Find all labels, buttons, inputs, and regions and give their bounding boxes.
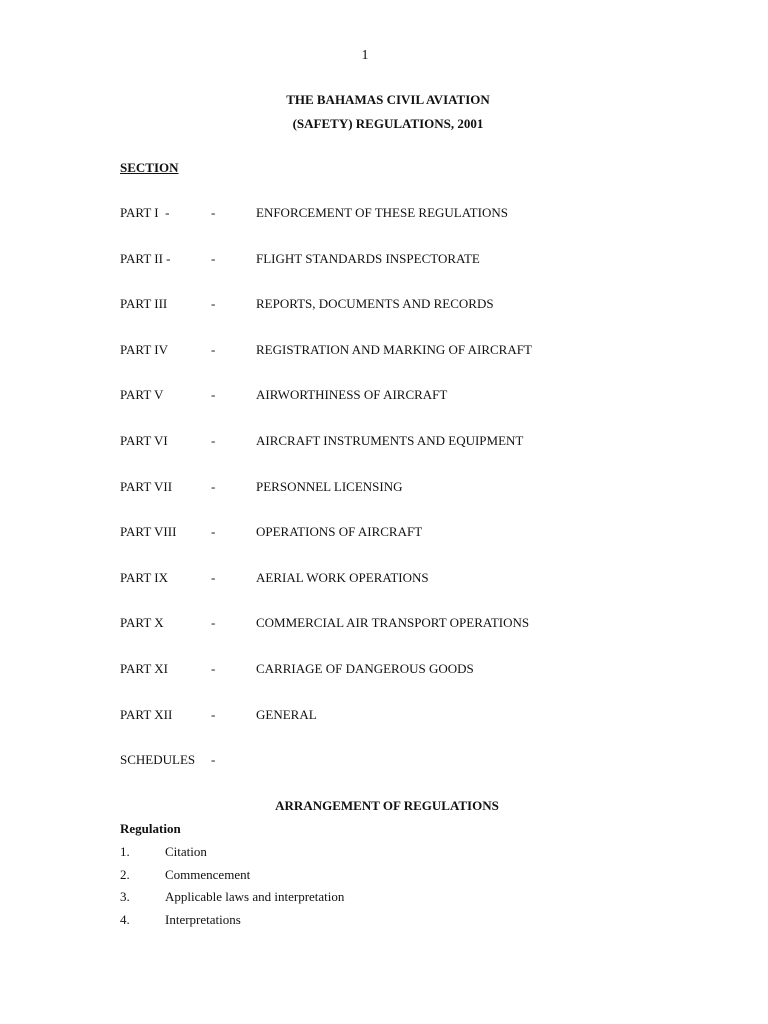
part-label: PART VII bbox=[120, 478, 173, 494]
regulation-number: 3. bbox=[120, 889, 130, 905]
part-row bbox=[120, 707, 720, 753]
part-row bbox=[120, 615, 720, 661]
part-label: PART X bbox=[120, 615, 164, 631]
regulation-title: Applicable laws and interpretation bbox=[165, 889, 345, 905]
part-row bbox=[120, 296, 720, 342]
document-title-line-2: (SAFETY) REGULATIONS, 2001 bbox=[292, 116, 484, 131]
regulation-heading: Regulation bbox=[120, 821, 181, 836]
section-heading: SECTION bbox=[120, 160, 179, 175]
part-title: COMMERCIAL AIR TRANSPORT OPERATIONS bbox=[256, 615, 530, 631]
parts-list bbox=[120, 205, 720, 798]
part-title: GENERAL bbox=[256, 706, 317, 722]
part-row bbox=[120, 752, 720, 798]
part-row bbox=[120, 205, 720, 251]
part-dash: - bbox=[211, 387, 216, 403]
part-label: PART IX bbox=[120, 569, 168, 585]
part-label: PART VI bbox=[120, 432, 168, 448]
part-dash: - bbox=[211, 660, 216, 676]
part-row bbox=[120, 524, 720, 570]
regulation-title: Interpretations bbox=[165, 912, 241, 928]
part-title: REGISTRATION AND MARKING OF AIRCRAFT bbox=[256, 341, 532, 357]
part-title: AERIAL WORK OPERATIONS bbox=[256, 569, 429, 585]
regulations-list bbox=[120, 844, 620, 935]
part-dash: - bbox=[211, 569, 216, 585]
part-dash: - bbox=[211, 296, 216, 312]
part-row bbox=[120, 570, 720, 616]
part-dash: - bbox=[211, 524, 216, 540]
part-row bbox=[120, 342, 720, 388]
regulation-row bbox=[120, 889, 620, 912]
arrangement-heading: ARRANGEMENT OF REGULATIONS bbox=[275, 798, 499, 813]
part-title: OPERATIONS OF AIRCRAFT bbox=[256, 524, 423, 540]
part-label: PART XI bbox=[120, 660, 168, 676]
part-title: AIRCRAFT INSTRUMENTS AND EQUIPMENT bbox=[256, 432, 524, 448]
part-label: PART VIII bbox=[120, 524, 177, 540]
part-title: ENFORCEMENT OF THESE REGULATIONS bbox=[256, 205, 508, 220]
part-title: REPORTS, DOCUMENTS AND RECORDS bbox=[256, 296, 494, 312]
part-title: CARRIAGE OF DANGEROUS GOODS bbox=[256, 660, 474, 676]
regulation-title: Citation bbox=[165, 844, 207, 859]
regulation-title: Commencement bbox=[165, 866, 251, 882]
part-label: SCHEDULES bbox=[120, 752, 196, 768]
page-number: 1 bbox=[361, 48, 369, 63]
part-label: PART XII bbox=[120, 706, 173, 722]
part-row bbox=[120, 479, 720, 525]
part-label: PART IV bbox=[120, 341, 168, 357]
part-title: FLIGHT STANDARDS INSPECTORATE bbox=[256, 250, 480, 266]
regulation-row bbox=[120, 912, 620, 935]
part-dash: - bbox=[211, 615, 216, 631]
regulation-row bbox=[120, 844, 620, 867]
part-row bbox=[120, 251, 720, 297]
part-row bbox=[120, 387, 720, 433]
part-title: AIRWORTHINESS OF AIRCRAFT bbox=[256, 387, 448, 403]
regulation-row bbox=[120, 867, 620, 890]
regulation-number: 1. bbox=[120, 844, 130, 859]
document-title-line-1: THE BAHAMAS CIVIL AVIATION bbox=[286, 92, 490, 107]
part-dash: - bbox=[211, 432, 216, 448]
part-label: PART II - bbox=[120, 250, 171, 266]
part-dash: - bbox=[211, 205, 216, 220]
part-dash: - bbox=[211, 752, 216, 768]
part-label: PART I - bbox=[120, 205, 170, 220]
part-dash: - bbox=[211, 478, 216, 494]
part-row bbox=[120, 433, 720, 479]
part-dash: - bbox=[211, 341, 216, 357]
part-row bbox=[120, 661, 720, 707]
part-dash: - bbox=[211, 706, 216, 722]
regulation-number: 4. bbox=[120, 912, 130, 928]
part-label: PART III bbox=[120, 296, 168, 312]
regulation-number: 2. bbox=[120, 866, 130, 882]
part-title: PERSONNEL LICENSING bbox=[256, 478, 403, 494]
part-dash: - bbox=[211, 250, 216, 266]
part-label: PART V bbox=[120, 387, 164, 403]
